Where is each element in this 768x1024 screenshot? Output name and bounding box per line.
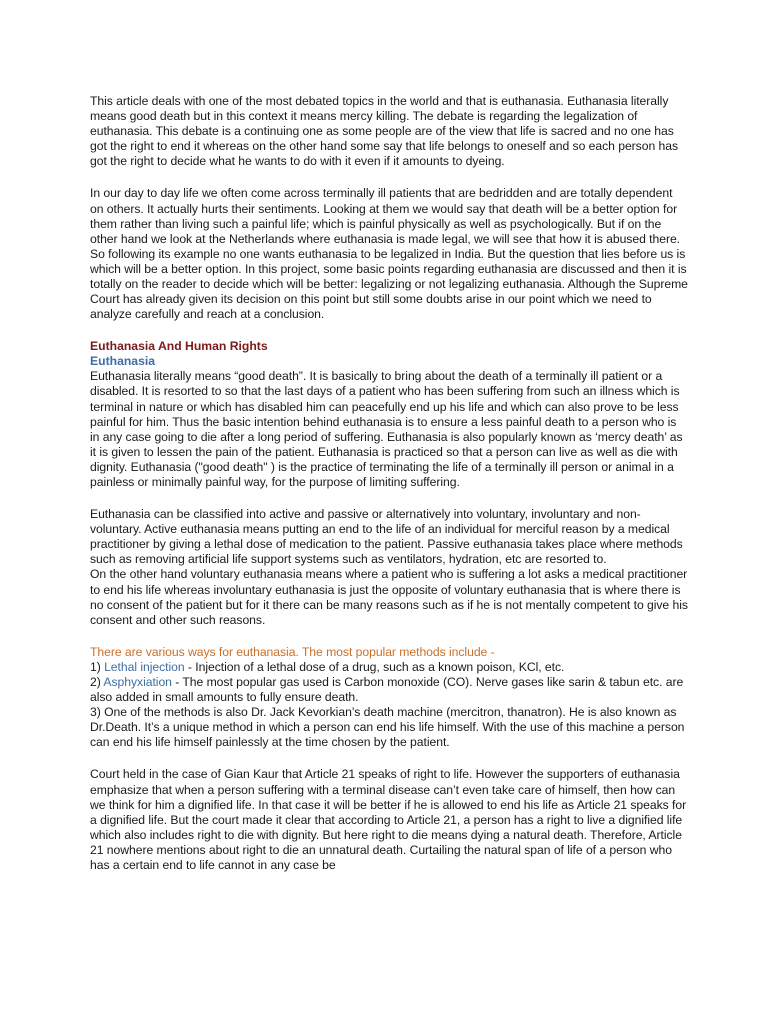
method-item-3 — [90, 705, 688, 750]
subheading: Euthanasia — [90, 354, 156, 369]
methods-intro: There are various ways for euthanasia. The most popular methods include - — [90, 644, 495, 659]
intro-paragraph-1: This article deals with one of the most debated topics in the world and that is euthanasia. Euthanasia literally means good death but in this context it means mercy killing. The debate is regarding the legalization of euthanasia. This debate is a continuing one as some people are of the view that life is sacred and no one has got the right to end it whereas on the other hand some say that life belongs to oneself and so each person has got the right to decide what he wants to do with it even if it amounts to dyeing. — [90, 94, 679, 169]
intro-paragraph-2: In our day to day life we often come across terminally ill patients that are bedridden and are totally dependent on others. It actually hurts their sentiments. Looking at them we would say that death will be a better option for them rather than living such a painful life; which is painful physically as well as psychologically. But if on the other hand we look at the Netherlands where euthanasia is made legal, we will see that how it is abused there. So following its example no one wants euthanasia to be legalized in India. But the question that lies before us is which will be a better option. In this project, some basic points regarding euthanasia are discussed and then it is totally on the reader to decide which will be better: legalizing or not legalizing euthanasia. Although the Supreme Court has already given its decision on this point but still some doubts arise in our point which we need to analyze carefully and reach at a conclusion. — [90, 186, 688, 322]
classification-paragraph-2: On the other hand voluntary euthanasia means where a patient who is suffering a lot asks a medical practitioner to end his life whereas involuntary euthanasia is just the opposite of voluntary euthanasia that is where there is no consent of the patient but for it there can be many reasons such as if he is not mentally competent to give his consent and other such reasons. — [90, 567, 688, 627]
method-number: 1) — [90, 659, 105, 674]
method-number: 3) — [90, 705, 105, 720]
method-link-asphyxiation[interactable]: Asphyxiation — [103, 675, 172, 689]
method-item-1 — [90, 660, 688, 675]
definition-paragraph: Euthanasia literally means “good death”. It is basically to bring about the death of a terminally ill patient or a disabled. It is resorted to so that the last days of a patient who has been suffering from such an illness which is terminal in nature or which has disabled him can peacefully end up his life and which can also prove to be less painful for him. Thus the basic intention behind euthanasia is to ensure a less painful death to a person who is in any case going to die after a long period of suffering. Euthanasia is also popularly known as ‘mercy death’ as it is given to lessen the pain of the patient. Euthanasia is practiced so that a person can live as well as die with dignity. Euthanasia ("good death" ) is the practice of terminating the life of a terminally ill person or animal in a painless or minimally painful way, for the purpose of limiting suffering. — [90, 369, 683, 489]
method-text: - Injection of a lethal dose of a drug, such as a known poison, KCl, etc. — [184, 659, 565, 674]
spacer — [90, 628, 688, 645]
section-heading: Euthanasia And Human Rights — [90, 339, 268, 354]
method-text: - The most popular gas used is Carbon monoxide (CO). Nerve gases like sarin & tabun etc. are also added in small amounts to fully ensure death. — [90, 675, 684, 705]
method-number: 2) — [90, 675, 104, 689]
classification-paragraph-1: Euthanasia can be classified into active and passive or alternatively into voluntary, involuntary and non-voluntary. Active euthanasia means putting an end to the life of an individual for merciful reason by a medical practitioner by giving a lethal dose of medication to the patient. Passive euthanasia takes place where methods such as removing artificial life support systems such as ventilators, hydration, etc are resorted to. — [90, 507, 683, 567]
court-paragraph: Court held in the case of Gian Kaur that Article 21 speaks of right to life. However the supporters of euthanasia emphasize that when a person suffering with a terminal disease can’t even take care of himself, then how can we think for him a dignified life. In that case it will be better if he is allowed to end his life as Article 21 speaks for a dignified life. But the court made it clear that according to Article 21, a person has a right to live a dignified life which also includes right to die with dignity. But here right to die means dying a natural death. Therefore, Article 21 nowhere mentions about right to die an unnatural death. Curtailing the natural span of life of a person who has a certain end to life cannot in any case be — [90, 767, 687, 873]
spacer — [90, 490, 688, 507]
spacer — [90, 322, 688, 339]
spacer — [90, 169, 688, 186]
method-item-2 — [90, 675, 688, 705]
method-text: One of the methods is also Dr. Jack Kevorkian’s death machine (mercitron, thanatron). He is also known as Dr.Death. It’s a unique method in which a person can end his life himself. With the use of this machine a person can end his life himself painlessly at the time chosen by the patient. — [90, 705, 685, 750]
method-link-lethal-injection[interactable]: Lethal injection — [104, 659, 185, 674]
spacer — [90, 750, 688, 767]
